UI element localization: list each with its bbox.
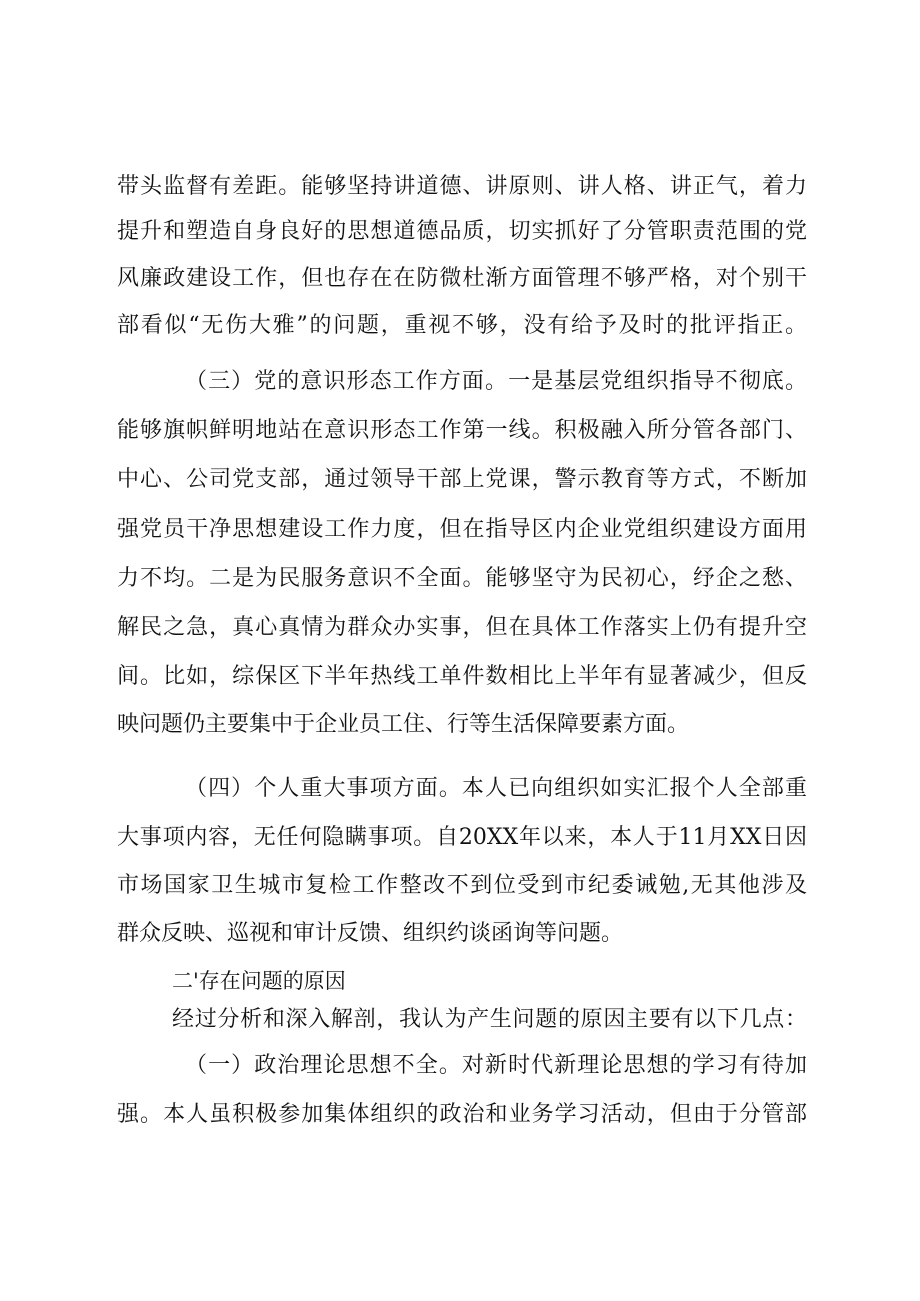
- text-line: [0, 559, 920, 599]
- line-text: 映问题仍主要集中于企业员工住、行等生活保障要素方面。: [117, 712, 690, 737]
- text-line: [0, 1000, 920, 1040]
- section-heading-3: （三）党的意识形态工作方面。一是基层党组织指导不彻底。: [185, 369, 807, 394]
- text-line: [0, 914, 920, 954]
- line-text: 提升和塑造自身良好的思想道德品质，切实抓好了分管职责范围的党: [117, 219, 807, 244]
- line-text: 市场国家卫生城市复检工作整改不到位受到市纪委诫勉,无其他涉及: [117, 873, 807, 898]
- text-line: [0, 961, 920, 1001]
- section-heading-4: （四）个人重大事项方面。本人已向组织如实汇报个人全部重: [185, 776, 807, 801]
- text-line: [0, 510, 920, 550]
- text-line: [0, 259, 920, 299]
- text-line: [0, 866, 920, 906]
- text-line: [0, 411, 920, 451]
- line-text: 力不均。二是为民服务意识不全面。能够坚守为民初心，纾企之愁、: [117, 566, 807, 591]
- line-text: 解民之急，真心真情为群众办实事，但在具体工作落实上仍有提升空: [117, 615, 807, 640]
- line-text: 中心、公司党支部，通过领导干部上党课，警示教育等方式，不断加: [117, 467, 807, 492]
- line-text: 能够旗帜鲜明地站在意识形态工作第一线。积极融入所分管各部门、: [117, 418, 807, 443]
- line-text: 风廉政建设工作，但也存在在防微杜渐方面管理不够严格，对个别干: [117, 266, 807, 291]
- text-line: [0, 167, 920, 207]
- chapter-heading: 二'存在问题的原因: [172, 969, 346, 993]
- line-text: 群众反映、巡视和审计反馈、组织约谈函询等问题。: [117, 921, 624, 946]
- section-heading-1: （一）政治理论思想不全。对新时代新理论思想的学习有待加: [185, 1053, 807, 1078]
- line-text: 经过分析和深入解剖，我认为产生问题的原因主要有以下几点：: [172, 1007, 807, 1032]
- text-line: [0, 306, 920, 346]
- line-text: 间。比如，综保区下半年热线工单件数相比上半年有显著减少，但反: [117, 664, 807, 689]
- text-line: [0, 1046, 920, 1086]
- text-line: [0, 608, 920, 648]
- line-text: 部看似“无伤大雅”的问题，重视不够，没有给予及时的批评指正。: [117, 313, 807, 338]
- text-line: [0, 1095, 920, 1135]
- text-line: [0, 818, 920, 858]
- line-text: 强党员干净思想建设工作力度，但在指导区内企业党组织建设方面用: [117, 517, 807, 542]
- text-line: [0, 705, 920, 745]
- text-line: [0, 657, 920, 697]
- text-line: [0, 460, 920, 500]
- text-line: [0, 362, 920, 402]
- line-text: 带头监督有差距。能够坚持讲道德、讲原则、讲人格、讲正气，着力: [117, 174, 807, 199]
- text-line: [0, 769, 920, 809]
- line-text: 大事项内容，无任何隐瞒事项。自20XX年以来，本人于11月XX日因: [117, 825, 807, 850]
- text-line: [0, 212, 920, 252]
- line-text: 强。本人虽积极参加集体组织的政治和业务学习活动，但由于分管部: [117, 1102, 807, 1127]
